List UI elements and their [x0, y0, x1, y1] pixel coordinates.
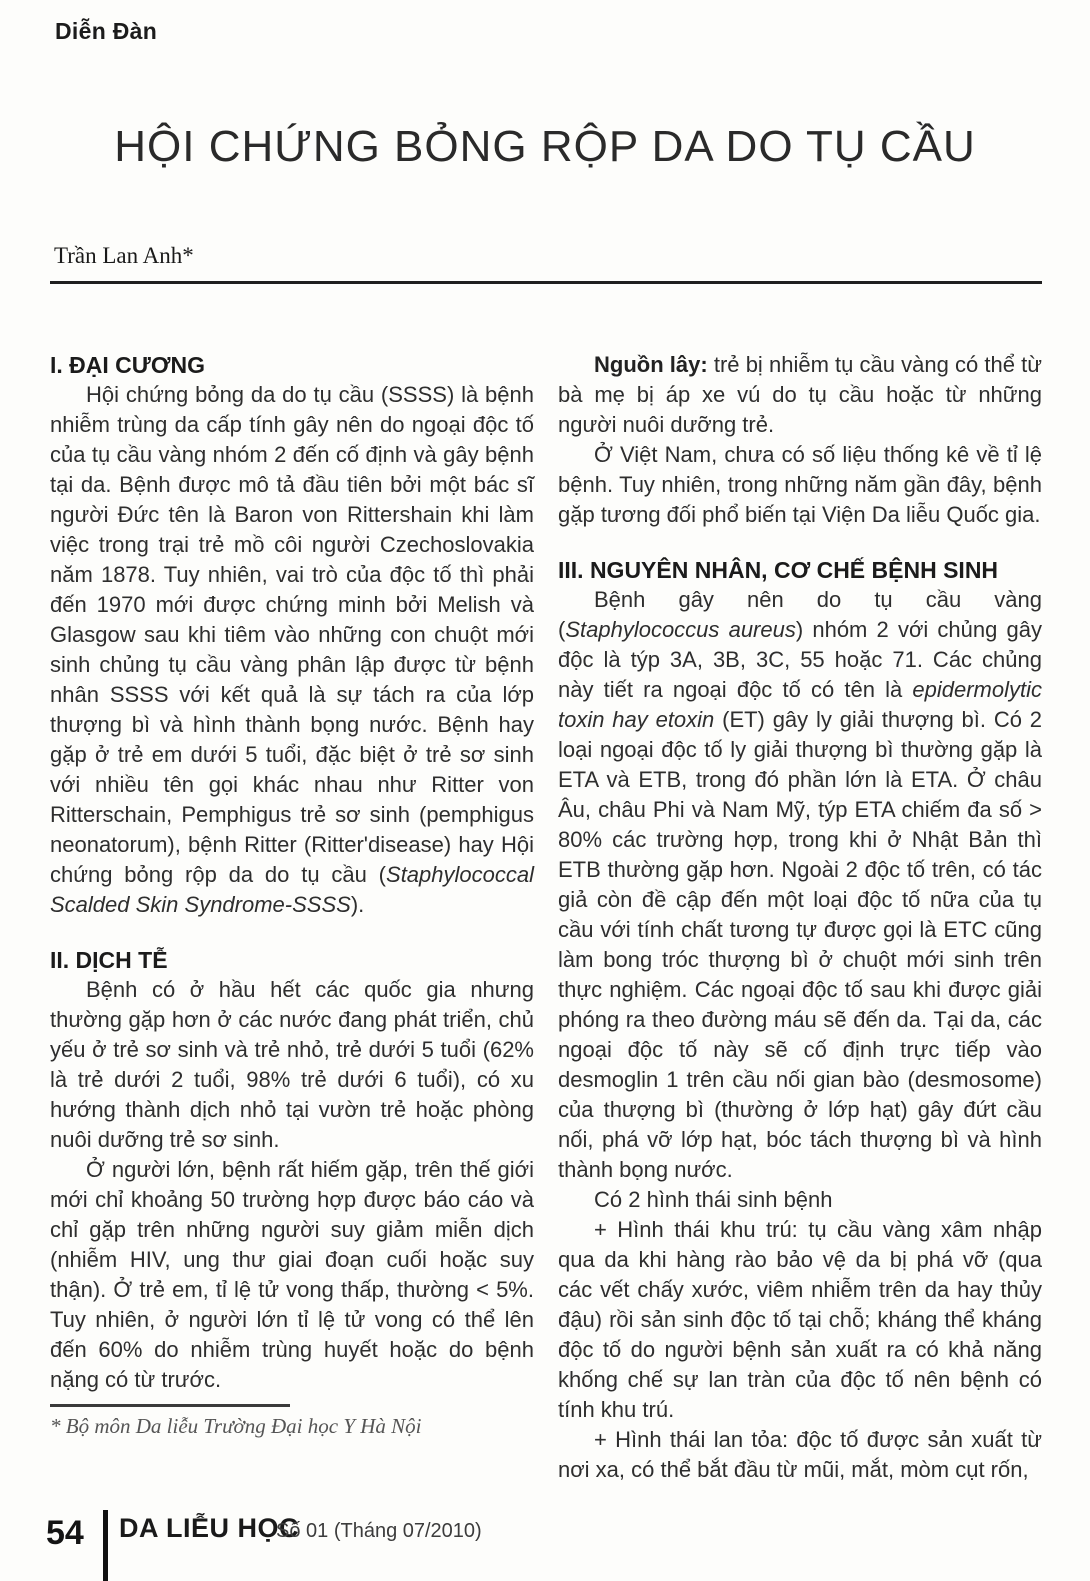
- article-title: HỘI CHỨNG BỎNG RỘP DA DO TỤ CẦU: [114, 122, 976, 171]
- section3-text-c: (ET) gây ly giải thượng bì. Có 2 loại ngoại độc tố ly giải thượng bì thường gặp là ETA và ETB, trong đó phần lớn là ETA. Ở châu Âu, châu Phi và Nam Mỹ, týp ETA chiếm đa số > 80% các trường hợp, trong khi ở Nhật Bản thì ETB thường gặp hơn. Ngoài 2 độc tố trên, có tác giả còn đề cập đến một loại độc tố nữa của tụ cầu với tính chất tương tự được gọi là ETC cũng làm bong tróc thượng bì ở chuột mới sinh trên thực nghiệm. Các ngoại độc tố sau khi được giải phóng ra theo đường máu sẽ đến da. Tại da, các ngoại độc tố này sẽ cố định trực tiếp vào desmoglin 1 trên cầu nối gian bào (desmosome) của thượng bì (thường ở lớp hạt) gây đứt cầu nối, phá vỡ lớp hạt, bóc tách thượng bì và hình thành bọng nước.: [558, 707, 1043, 1182]
- diffuse-form-paragraph: + Hình thái lan tỏa: độc tố được sản xuất từ nơi xa, có thể bắt đầu từ mũi, mắt, mòm cụt rốn,: [558, 1427, 1042, 1482]
- localized-form-paragraph: + Hình thái khu trú: tụ cầu vàng xâm nhập qua da khi hàng rào bảo vệ da bị phá vỡ (qua các vết chấy xước, viêm nhiễm trên da hay thủy đậu) rồi sản sinh độc tố tại chỗ; kháng thể kháng độc tố do người bệnh sản xuất ra có khả năng khống chế sự lan tràn của độc tố nên bệnh có tính khu trú.: [558, 1217, 1042, 1422]
- left-column: [50, 350, 534, 1485]
- section3-text-a: Bệnh gây nên do tụ cầu vàng (: [558, 587, 1042, 642]
- pathogenesis-intro: Có 2 hình thái sinh bệnh: [594, 1187, 833, 1212]
- section1-paragraph-text: Hội chứng bỏng da do tụ cầu (SSSS) là bệnh nhiễm trùng da cấp tính gây nên do ngoại độc tố của tụ cầu vàng nhóm 2 đến cố định và gây bệnh tại da. Bệnh được mô tả đầu tiên bởi một bác sĩ người Đức tên là Baron von Rittershain khi làm việc trong trại trẻ mồ côi người Czechoslovakia năm 1878. Tuy nhiên, vai trò của độc tố thì phải đến 1970 mới được chứng minh bởi Melish và Glasgow sau khi tiêm vào những con chuột mới sinh chủng tụ cầu vàng phân lập được từ bệnh nhân SSSS với kết quả là sự tách ra của lớp thượng bì và hình thành bọng nước. Bệnh hay gặp ở trẻ em dưới 5 tuổi, đặc biệt ở trẻ sơ sinh với nhiều tên gọi khác nhau như Ritter von Ritterschain, Pemphigus trẻ sơ sinh (pemphigus neonatorum), bệnh Ritter (Ritter'disease) hay Hội chứng bỏng rộp da do tụ cầu (: [50, 382, 534, 887]
- section3-text-b: ) nhóm 2 với chủng gây độc là týp 3A, 3B, 3C, 55 hoặc 71. Các chủng này tiết ra ngoại độc tố có tên là: [558, 617, 1043, 702]
- section1-paragraph-close: ).: [350, 892, 365, 917]
- section1-heading: I. ĐẠI CƯƠNG: [50, 352, 205, 378]
- section1-paragraph: [50, 380, 534, 920]
- author-name: Trần Lan Anh*: [54, 243, 194, 268]
- section3-heading: III. NGUYÊN NHÂN, CƠ CHẾ BỆNH SINH: [558, 557, 999, 583]
- right-column: [558, 350, 1042, 1485]
- source-paragraph-lead: Nguồn lây:: [594, 352, 708, 377]
- section3-italic-2: epidermolytic toxin hay etoxin: [558, 677, 1042, 732]
- section3-italic-1: Staphylococcus aureus: [565, 617, 796, 642]
- footer-vertical-bar: [103, 1510, 108, 1581]
- section2-heading: II. DỊCH TỄ: [50, 947, 168, 973]
- vietnam-paragraph: Ở Việt Nam, chưa có số liệu thống kê về tỉ lệ bệnh. Tuy nhiên, trong những năm gần đây, bệnh gặp tương đối phổ biến tại Viện Da liễu Quốc gia.: [558, 442, 1042, 527]
- journal-issue: Số 01 (Tháng 07/2010): [276, 1520, 482, 1542]
- section2-paragraph-1: Bệnh có ở hầu hết các quốc gia nhưng thường gặp hơn ở các nước đang phát triển, chủ yếu ở trẻ sơ sinh và trẻ nhỏ, trẻ dưới 5 tuổi (62% là trẻ dưới 2 tuổi, 98% trẻ dưới 6 tuổi), có xu hướng thành dịch nhỏ tại vườn trẻ hoặc phòng nuôi dưỡng trẻ sơ sinh.: [50, 977, 534, 1152]
- page-number: 54: [46, 1514, 84, 1552]
- section1-paragraph-italic: Staphylococcal Scalded Skin Syndrome-SSSS: [50, 862, 534, 917]
- section3-paragraph: [558, 585, 1042, 1185]
- source-paragraph: [558, 350, 1042, 440]
- journal-name: DA LIỄU HỌC: [119, 1513, 299, 1543]
- section2-paragraph-2: Ở người lớn, bệnh rất hiếm gặp, trên thế giới mới chỉ khoảng 50 trường hợp được báo cáo và chỉ gặp trên những người suy giảm miễn dịch (nhiễm HIV, ung thư giai đoạn cuối hoặc suy thận). Ở trẻ em, tỉ lệ tử vong thấp, thường < 5%. Tuy nhiên, ở người lớn tỉ lệ tử vong có thể lên đến 60% do nhiễm trùng huyết hoặc do bệnh nặng có từ trước.: [50, 1157, 534, 1392]
- section-kicker: Diễn Đàn: [55, 18, 158, 44]
- source-paragraph-text: trẻ bị nhiễm tụ cầu vàng có thể từ bà mẹ bị áp xe vú do tụ cầu hoặc từ những người nuôi dưỡng trẻ.: [558, 352, 1042, 437]
- author-affiliation-footnote: * Bộ môn Da liễu Trường Đại học Y Hà Nội: [50, 1414, 422, 1438]
- article-body: [50, 350, 1043, 1485]
- footnote-divider: [50, 1404, 290, 1407]
- header-divider: [50, 281, 1042, 284]
